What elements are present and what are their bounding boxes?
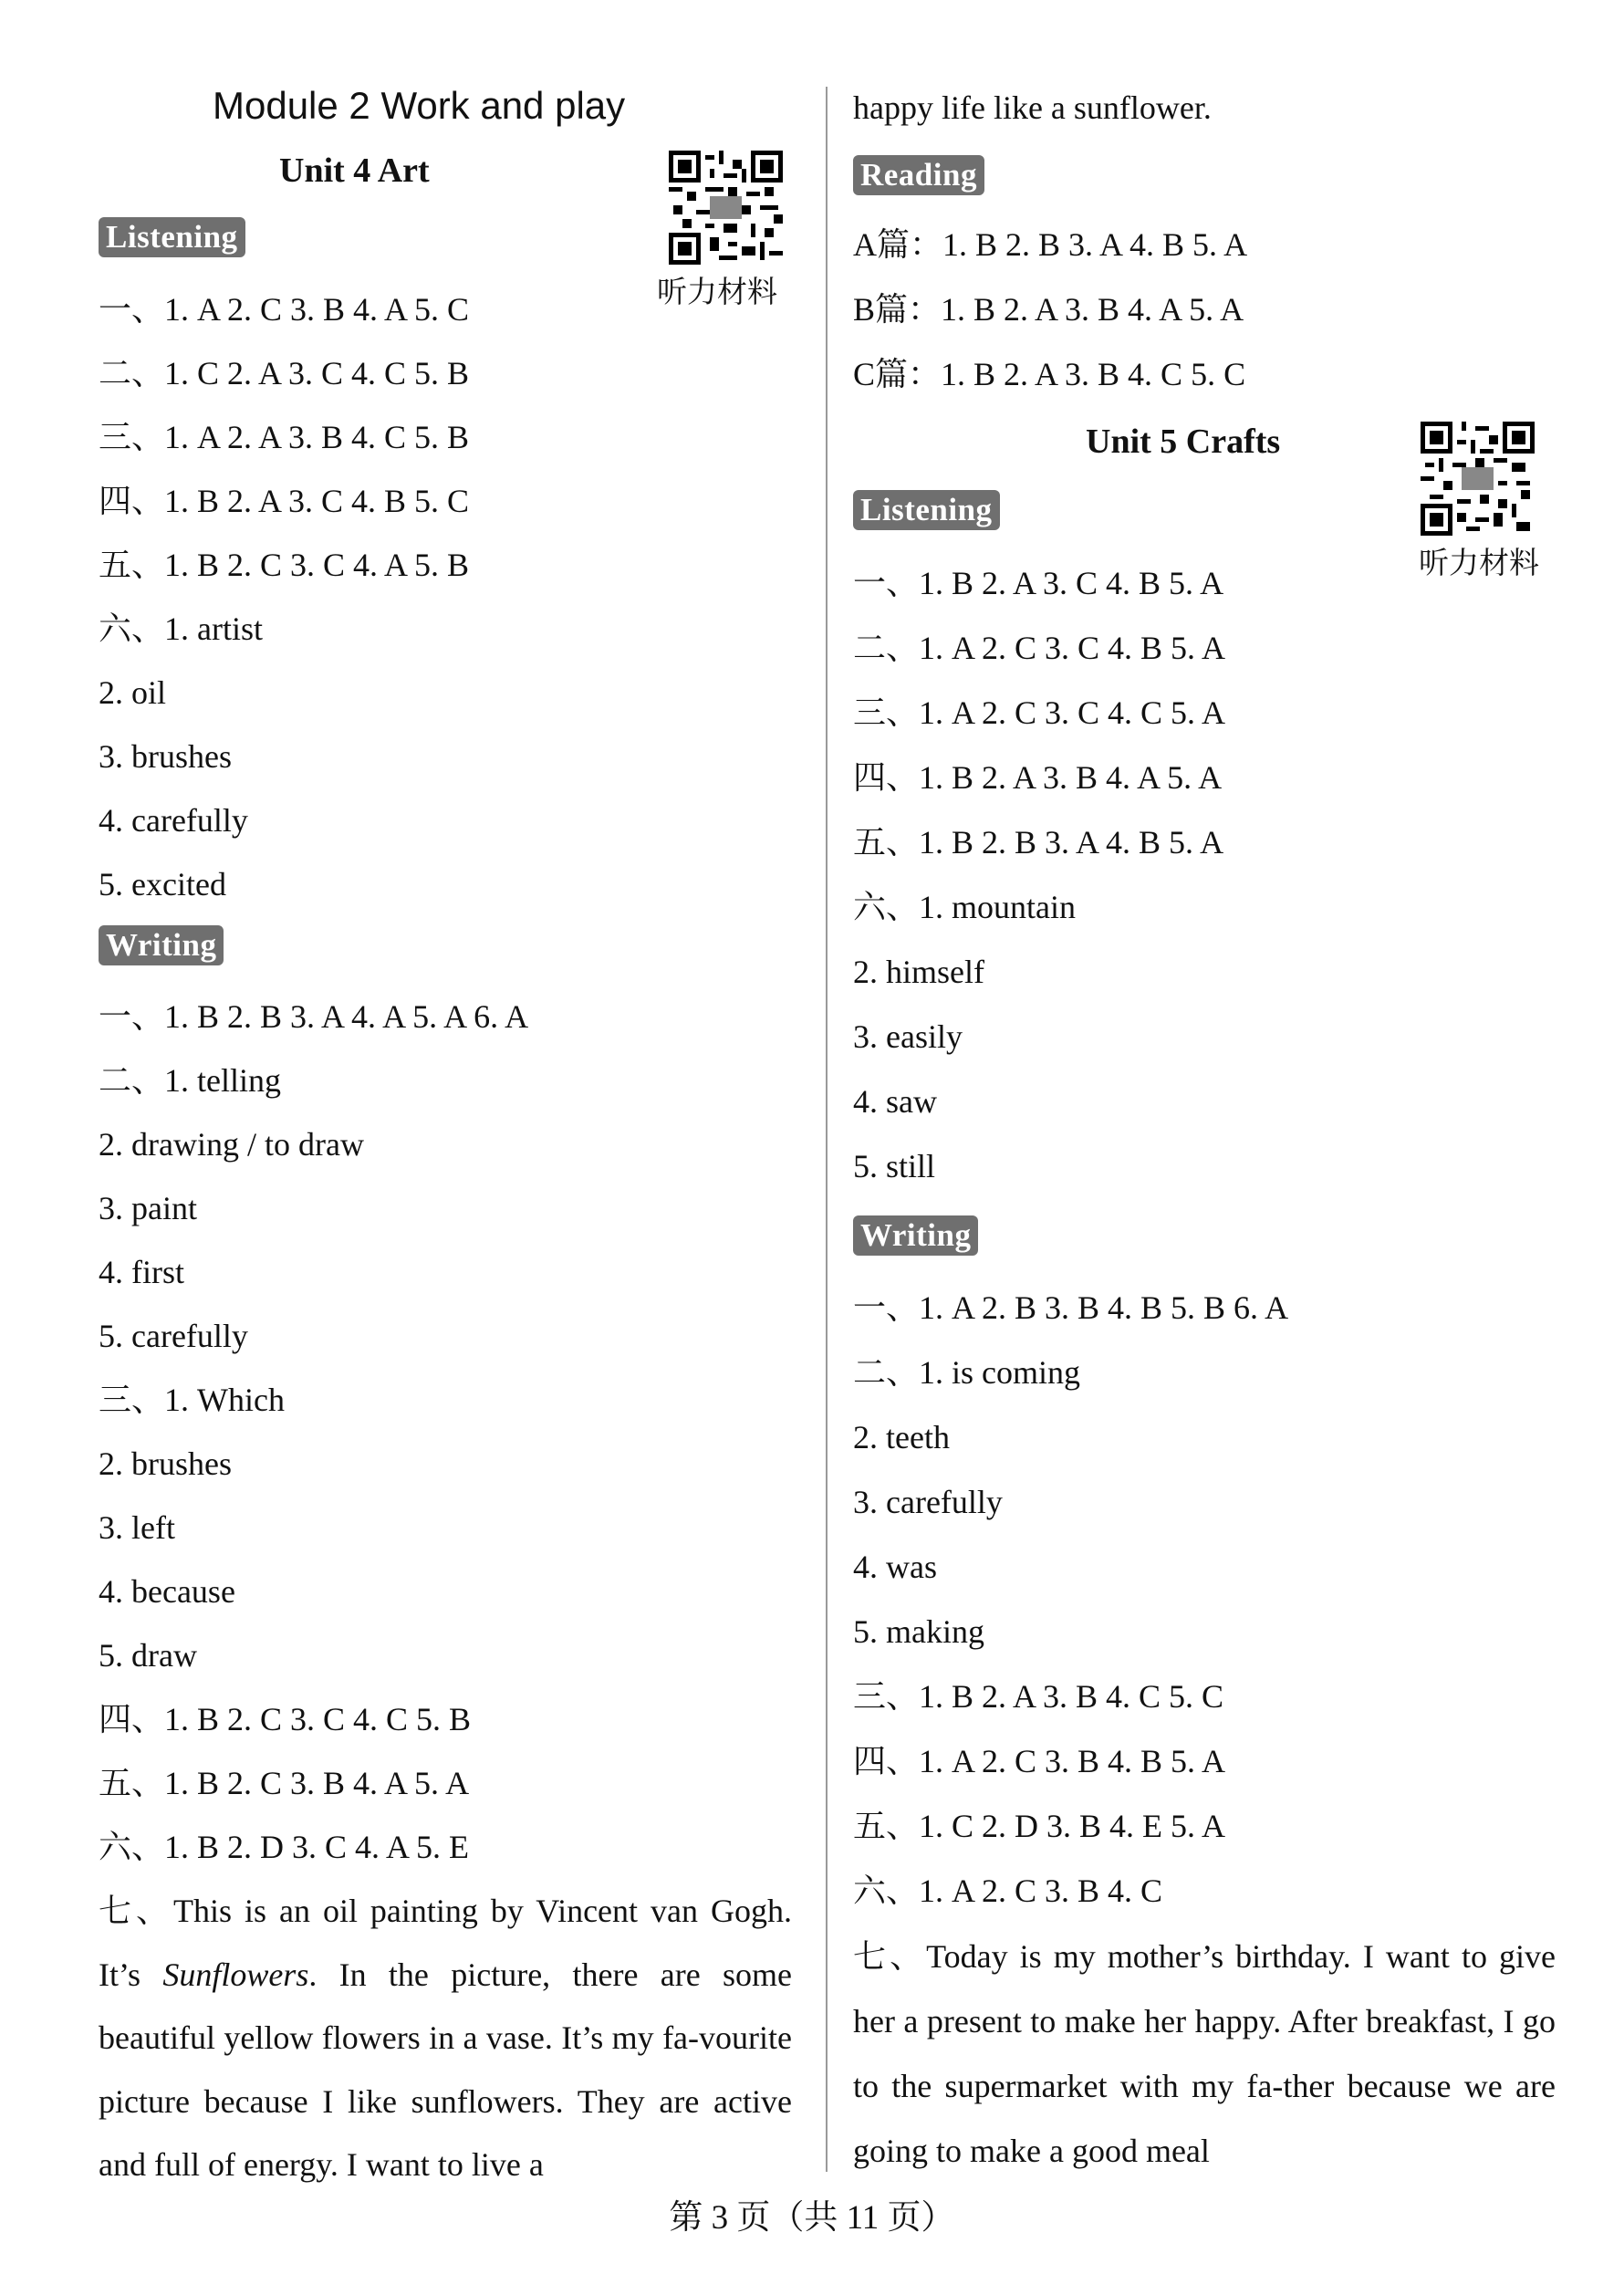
list-item: 四、1. A 2. C 3. B 4. B 5. A <box>853 1743 1226 1779</box>
essay-prefix: 七、This is an oil painting by Vincent van Gogh. It’s <box>99 1893 792 1993</box>
list-item: 四、1. B 2. C 3. C 4. C 5. B <box>99 1701 472 1737</box>
list-item: 5. excited <box>99 866 226 902</box>
list-item: 二、1. C 2. A 3. C 4. C 5. B <box>99 355 470 391</box>
essay-paragraph <box>99 1880 792 2197</box>
listening-badge: Listening <box>853 490 1000 530</box>
unit-5-title: Unit 5 Crafts <box>1086 422 1281 461</box>
essay-rest: . In the picture, there are some beautiful yellow flowers in a vase. It’s my fa-vourite picture because I like sunflowers. They are active and full of energy. I want to live a <box>99 1956 792 2183</box>
list-item: 三、1. A 2. A 3. B 4. C 5. B <box>99 419 470 455</box>
listening-badge: Listening <box>99 217 245 257</box>
list-item: 四、1. B 2. A 3. C 4. B 5. C <box>99 483 470 519</box>
list-item: 一、1. B 2. B 3. A 4. A 5. A 6. A <box>99 998 529 1035</box>
essay-continuation: happy life like a sunflower. <box>853 89 1212 126</box>
list-item: 4. saw <box>853 1083 937 1120</box>
list-item: 2. teeth <box>853 1419 950 1455</box>
unit-4-title: Unit 4 Art <box>279 151 430 190</box>
module-title: Module 2 Work and play <box>213 84 626 127</box>
list-item: 五、1. C 2. D 3. B 4. E 5. A <box>853 1808 1226 1844</box>
list-item: B篇：1. B 2. A 3. B 4. A 5. A <box>853 291 1244 328</box>
list-item: A篇：1. B 2. B 3. A 4. B 5. A <box>853 226 1248 263</box>
list-item: 三、1. A 2. C 3. C 4. C 5. A <box>853 694 1226 731</box>
list-item: 5. carefully <box>99 1318 248 1354</box>
list-item: 2. drawing / to draw <box>99 1126 364 1163</box>
list-item: 一、1. A 2. B 3. B 4. B 5. B 6. A <box>853 1289 1289 1326</box>
list-item: 二、1. is coming <box>853 1354 1080 1391</box>
list-item: 三、1. Which <box>99 1382 285 1418</box>
essay-paragraph: 七、Today is my mother’s birthday. I want to give her a present to make her happy. After breakfast, I go to the supermarket with my fa-ther because we are going to make a good meal <box>853 1938 1556 2169</box>
reading-badge: Reading <box>853 155 984 195</box>
list-item: 一、1. B 2. A 3. C 4. B 5. A <box>853 565 1224 601</box>
list-item: 3. brushes <box>99 738 232 775</box>
list-item: 五、1. B 2. B 3. A 4. B 5. A <box>853 824 1224 861</box>
list-item: 二、1. A 2. C 3. C 4. B 5. A <box>853 630 1226 666</box>
list-item: 五、1. B 2. C 3. C 4. A 5. B <box>99 547 470 583</box>
list-item: 3. paint <box>99 1190 197 1226</box>
list-item: 3. left <box>99 1509 175 1546</box>
qr-label: 听力材料 <box>1419 545 1539 580</box>
list-item: 六、1. B 2. D 3. C 4. A 5. E <box>99 1829 470 1865</box>
list-item: 3. carefully <box>853 1484 1003 1520</box>
list-item: 2. oil <box>99 674 167 711</box>
qr-code-icon[interactable] <box>669 151 783 265</box>
list-item: 5. draw <box>99 1637 197 1674</box>
list-item: 4. was <box>853 1549 937 1585</box>
list-item: 六、1. artist <box>99 610 263 647</box>
qr-label: 听力材料 <box>657 274 777 309</box>
essay-italic-title: Sunflowers <box>162 1956 309 1993</box>
writing-badge: Writing <box>99 925 224 965</box>
list-item: 六、1. A 2. C 3. B 4. C <box>853 1873 1163 1909</box>
list-item: 4. because <box>99 1573 235 1610</box>
list-item: 4. carefully <box>99 802 248 839</box>
writing-badge: Writing <box>853 1215 978 1256</box>
list-item: 三、1. B 2. A 3. B 4. C 5. C <box>853 1678 1224 1715</box>
list-item: 5. still <box>853 1148 936 1184</box>
list-item: 二、1. telling <box>99 1062 281 1099</box>
list-item: 2. brushes <box>99 1445 232 1482</box>
list-item: 2. himself <box>853 954 984 990</box>
list-item: 3. easily <box>853 1018 963 1055</box>
qr-code-icon[interactable] <box>1421 422 1535 536</box>
list-item: 四、1. B 2. A 3. B 4. A 5. A <box>853 759 1223 796</box>
list-item: 4. first <box>99 1254 184 1290</box>
column-divider <box>826 87 828 2172</box>
list-item: 六、1. mountain <box>853 889 1076 925</box>
list-item: 五、1. B 2. C 3. B 4. A 5. A <box>99 1765 470 1801</box>
list-item: 一、1. A 2. C 3. B 4. A 5. C <box>99 291 470 328</box>
list-item: 5. making <box>853 1613 984 1650</box>
list-item: C篇：1. B 2. A 3. B 4. C 5. C <box>853 356 1246 392</box>
page-footer: 第 3 页（共 11 页） <box>669 2199 955 2237</box>
